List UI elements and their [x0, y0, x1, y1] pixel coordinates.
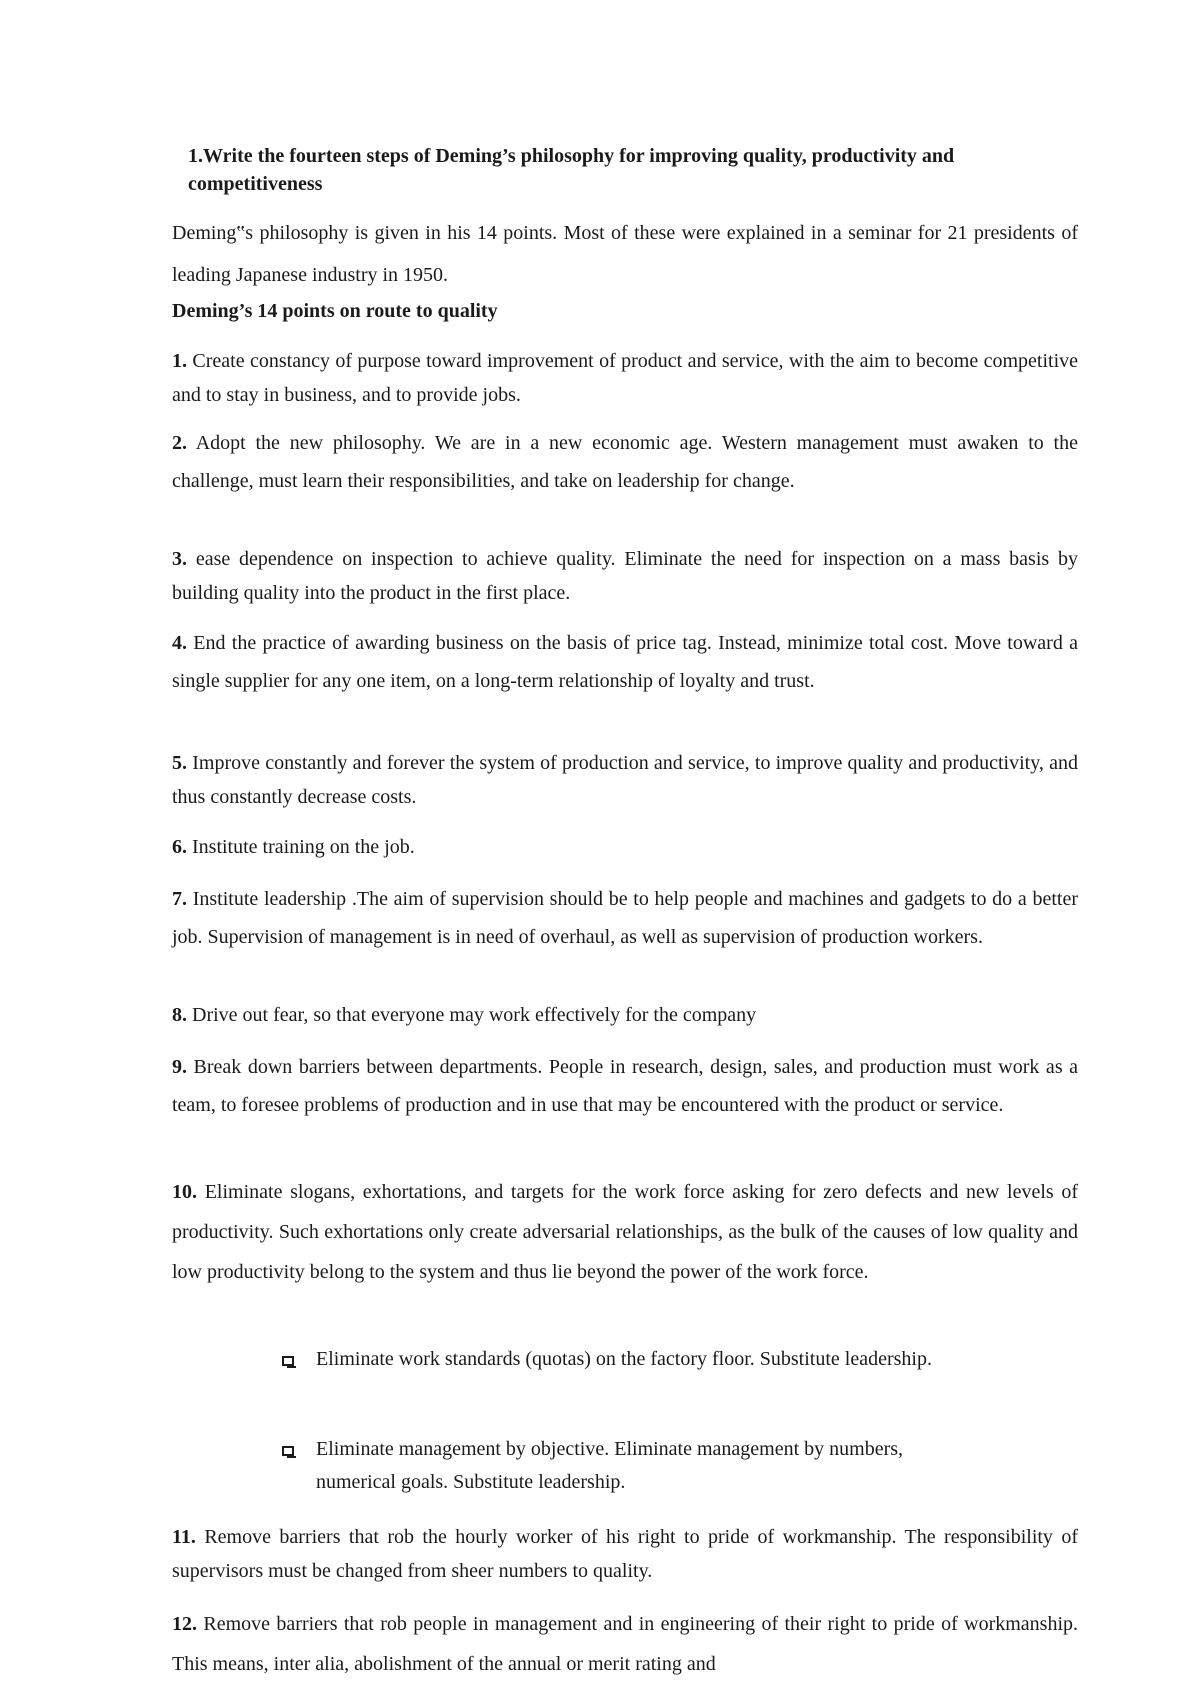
- point-number: 6.: [172, 836, 187, 858]
- point-5: [172, 746, 1078, 814]
- point-text: Improve constantly and forever the system of production and service, to improve quality and productivity, and thus constantly decrease costs.: [172, 752, 1079, 808]
- point-1: [172, 344, 1078, 412]
- point-text: Institute training on the job.: [192, 836, 415, 858]
- point-text: Adopt the new philosophy. We are in a new economic age. Western management must awaken to the challenge, must learn their responsibilities, and take on leadership for change.: [172, 432, 1078, 492]
- point-text: Drive out fear, so that everyone may work effectively for the company: [192, 1004, 757, 1026]
- intro-paragraph: Deming‟s philosophy is given in his 14 points. Most of these were explained in a seminar for 21 presidents of leading Japanese industry in 1950.: [172, 222, 1078, 286]
- point-text: Eliminate slogans, exhortations, and targets for the work force asking for zero defects and new levels of productivity. Such exhortations only create adversarial relationships, as the bulk of the causes of low quality and low productivity belong to the system and thus lie beyond the power of the work force.: [172, 1181, 1079, 1283]
- point-12: [172, 1604, 1078, 1684]
- point-number: 8.: [172, 1004, 187, 1026]
- point-4: [172, 624, 1078, 700]
- point-number: 9.: [172, 1056, 187, 1078]
- point-8: [172, 998, 1078, 1032]
- point-number: 1.: [172, 350, 187, 372]
- point-6: [172, 830, 1078, 864]
- point-text: End the practice of awarding business on the basis of price tag. Instead, minimize total cost. Move toward a single supplier for any one item, on a long-term relationship of loyalty and trust.: [172, 632, 1078, 692]
- point-number: 7.: [172, 888, 187, 910]
- point-number: 2.: [172, 432, 187, 454]
- question-heading: 1.Write the fourteen steps of Deming’s philosophy for improving quality, productivity and competitiveness: [188, 145, 955, 195]
- point-number: 11.: [172, 1526, 196, 1548]
- point-9: [172, 1048, 1078, 1124]
- point-2: [172, 424, 1078, 500]
- point-number: 12.: [172, 1613, 197, 1635]
- point-number: 3.: [172, 548, 187, 570]
- sub-bullet-2: Eliminate management by objective. Eliminate management by numbers, numerical goals. Substitute leadership.: [316, 1438, 904, 1493]
- point-10: [172, 1172, 1078, 1292]
- point-3: [172, 542, 1078, 610]
- point-text: Institute leadership .The aim of supervision should be to help people and machines and gadgets to do a better job. Supervision of management is in need of overhaul, as well as supervision of production workers.: [172, 888, 1078, 948]
- point-number: 4.: [172, 632, 187, 654]
- point-number: 10.: [172, 1181, 197, 1203]
- sub-bullet-1: Eliminate work standards (quotas) on the factory floor. Substitute leadership.: [316, 1348, 932, 1370]
- checkbox-bullet-icon: [282, 1356, 294, 1366]
- point-11: [172, 1520, 1078, 1588]
- point-number: 5.: [172, 752, 187, 774]
- point-text: Remove barriers that rob people in management and in engineering of their right to pride of workmanship. This means, inter alia, abolishment of the annual or merit rating and: [172, 1613, 1079, 1675]
- section-heading: Deming’s 14 points on route to quality: [172, 300, 498, 322]
- point-text: ease dependence on inspection to achieve quality. Eliminate the need for inspection on a mass basis by building quality into the product in the first place.: [172, 548, 1078, 604]
- point-text: Create constancy of purpose toward improvement of product and service, with the aim to become competitive and to stay in business, and to provide jobs.: [172, 350, 1079, 406]
- point-text: Break down barriers between departments. People in research, design, sales, and production must work as a team, to foresee problems of production and in use that may be encountered with the product or service.: [172, 1056, 1079, 1116]
- point-7: [172, 880, 1078, 956]
- point-text: Remove barriers that rob the hourly worker of his right to pride of workmanship. The responsibility of supervisors must be changed from sheer numbers to quality.: [172, 1526, 1079, 1582]
- checkbox-bullet-icon: [282, 1446, 294, 1456]
